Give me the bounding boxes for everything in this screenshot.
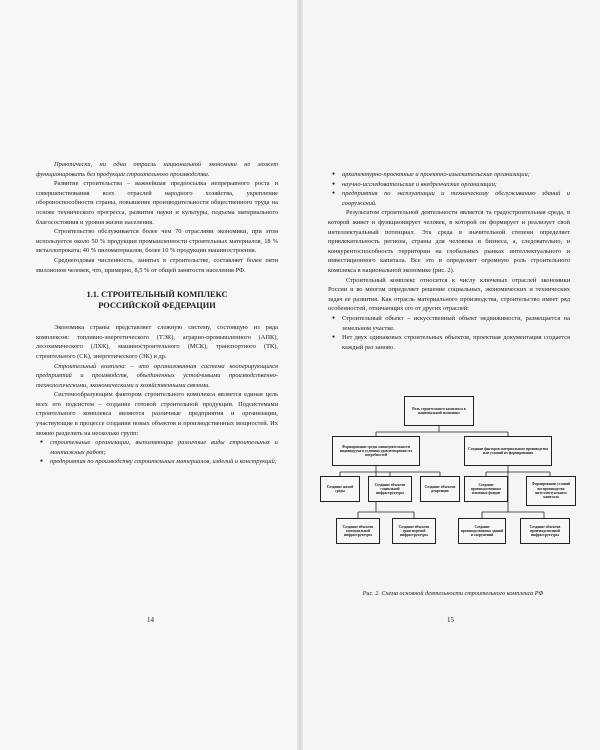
section-heading-line: РОССИЙСКОЙ ФЕДЕРАЦИИ	[98, 301, 216, 311]
diagram-left-branch-box: Формирование среды жизнедеятельности индивидуума в условиях удовлетворения его потребностей	[332, 436, 420, 466]
page-number: 15	[447, 616, 454, 624]
section-heading	[36, 289, 278, 311]
bullet-item: ● предприятия по эксплуатации и техническому обслуживанию зданий и сооружений.	[328, 189, 570, 208]
diagram-box-transport: Создание объектов транспортной инфраструктуры	[392, 518, 436, 544]
diagram-box-social: Создание объектов социальной инфраструктуры	[368, 476, 412, 502]
bullet-item: ● Нет двух одинаковых строительных объектов, проектная документация создается каждый раз заново.	[328, 333, 570, 352]
paragraph: Экономика страны представляет сложную систему, состоящую из ряда комплексов: топливно-энергетического (ТЭК), аграрно-промышленного (АПК), лесохимического (ЛХК), машиностроительного (МСК), транспортного (ТК), строительного (СК), энергетического (ЭК) и др.	[36, 324, 278, 360]
paragraph: Системообразующим фактором строительного комплекса является единая цель всех его подсистем – создание готовой строительной продукции. Подсистемами строительного комплекса являются различные предприятия и организации, участвующие в процессе создания новых объектов и производственных мощностей. Их можно разделить на несколько групп:	[36, 391, 278, 437]
paragraph: Строительство обслуживается более чем 70 отраслями экономики, при этом используется около 50 % продукции промышленности строительных материалов, 18 % металлопроката; 40 % пиломатериалов, более 10 % продукции машиностроения.	[36, 228, 278, 255]
diagram-right-branch-box: Создание факторов материального производства или условий их формирования	[464, 436, 552, 466]
right-page	[300, 0, 600, 750]
book-gutter	[297, 0, 303, 750]
diagram-box-communal: Создание объектов коммунальной инфраструктуры	[336, 518, 380, 544]
paragraph: Среднегодовая численность, занятых в строительстве, составляет более пяти миллионов человек, что, примерно, 8,5 % от общей занятости населения РФ.	[36, 256, 278, 274]
bullet-item: ● строительные организации, выполняющие различные виды строительных и монтажных работ;	[36, 438, 278, 457]
bullet-item: ● архитектурно-проектные и проектно-изыскательские организации;	[328, 170, 570, 180]
figure-caption: Рис. 2. Схема основной деятельности строительного комплекса РФ	[362, 590, 544, 597]
diagram-box-production-infrastructure: Создание объектов производственной инфраструктуры	[520, 518, 570, 544]
section-heading-line: 1.1. СТРОИТЕЛЬНЫЙ КОМПЛЕКС	[86, 290, 228, 300]
left-page-text	[36, 160, 278, 467]
diagram-box-intellectual-capital: Формирование условий воспроизводства интеллектуального капитала	[526, 476, 576, 506]
paragraph: Практически, ни одна отрасль национальной экономики не может функционировать без продукции строительного производства.	[36, 161, 278, 178]
right-page-text	[328, 170, 570, 352]
diagram-box-recreation: Создание объектов рекреации	[420, 476, 460, 502]
paragraph: Результатом строительной деятельности является та градостроительная среда, в которой живет и функционирует человек, в которой он формирует и реализует свой интеллектуальный потенциал. Эта среда в значительной степени определяет привлекательность региона, страны для человека и бизнеса, а, следовательно, и конкурентоспособность территории на глобальных рынках интеллектуального и инвестиционного капитала. Все это и определяет огромную роль строительного комплекса в национальной экономике (рис. 2).	[328, 209, 570, 274]
diagram-box-housing: Создание жилой среды	[320, 476, 360, 502]
paragraph: Строительный комплекс – это организованная система кооперирующихся предприятий и производств, объединенных устойчивыми производственно-технологическими, экономическими и хозяйственными связями.	[36, 362, 278, 389]
diagram-box-industrial-buildings: Создание производственных зданий и сооружений	[458, 518, 506, 544]
bullet-item: ● Строительный объект – искусственный объект недвижимости, размещается на земельном участке.	[328, 314, 570, 333]
diagram-root-box: Роль строительного комплекса в национальной экономике	[404, 396, 474, 426]
bullet-item: ● предприятия по производству строительных материалов, изделий и конструкций;	[36, 457, 278, 467]
paragraph: Развитие строительства – важнейшая предпосылка непрерывного роста и совершенствования всех отраслей народного хозяйства, укрепление обороноспособности страны, повышение производительности общественного труда на основе технического прогресса, развития науки и культуры, подъема материального благосостояния и уровня жизни населения.	[36, 180, 278, 226]
page-number: 14	[147, 616, 154, 624]
structure-diagram	[318, 394, 580, 584]
bullet-item: ● научно-исследовательские и внедренческие организации;	[328, 180, 570, 190]
paragraph: Строительный комплекс относится к числу ключевых отраслей экономики России и во многом определяет решение социальных, экономических и технических задач ее развития. Как отрасль материального производства, строительство имеет ряд особенностей, отличающих его от других отраслей:	[328, 276, 570, 313]
diagram-box-production-funds: Создание производственных основных фондов	[464, 476, 508, 502]
